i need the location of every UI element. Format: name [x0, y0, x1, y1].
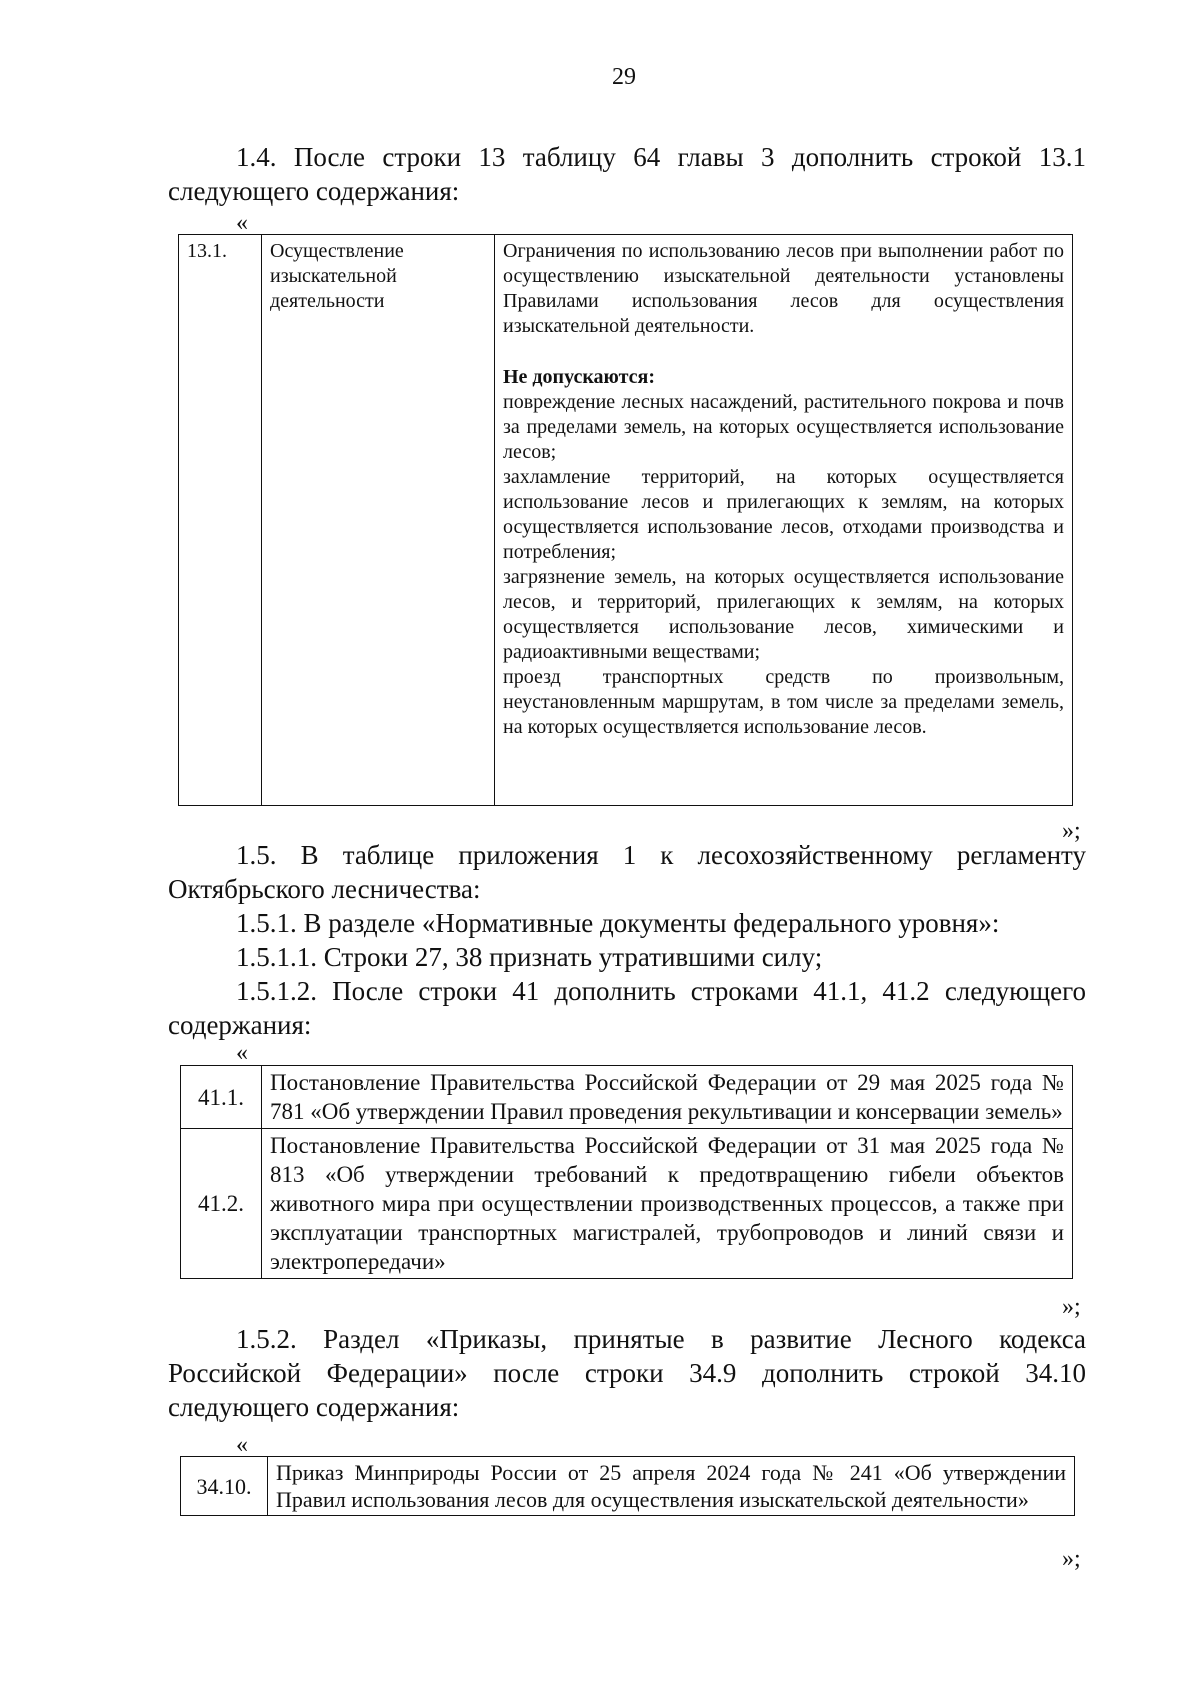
- restrictions-intro: Ограничения по использованию лесов при выполнении работ по осуществлению изыскательной деятельности установлены Правилами использования лесов для осуществления изыскательной деятельности.: [503, 240, 1064, 337]
- quote-open-2: «: [236, 1040, 248, 1066]
- table-row: [181, 1129, 1073, 1279]
- row-content: Приказ Минприроды России от 25 апреля 2024 года № 241 «Об утверждении Правил использования лесов для осуществления изыскательской деятельности»: [268, 1457, 1075, 1516]
- table-row: [179, 235, 1073, 806]
- row-number: 13.1.: [179, 235, 262, 806]
- row-title: Осуществление изыскательной деятельности: [262, 235, 495, 806]
- paragraph-1-4-text: 1.4. После строки 13 таблицу 64 главы 3 дополнить строкой 13.1 следующего содержания:: [168, 142, 1086, 206]
- not-allowed-item-2: захламление территорий, на которых осуществляется использование лесов и прилегающих к землям, на которых осуществляется использование лесов, отходами производства и потребления;: [503, 466, 1064, 563]
- row-number: 41.2.: [181, 1129, 262, 1279]
- paragraph-1-4: [168, 140, 1086, 208]
- not-allowed-heading: Не допускаются:: [503, 366, 656, 388]
- quote-close-3: »;: [1062, 1546, 1081, 1572]
- quote-open-1: «: [236, 210, 248, 236]
- row-content: Постановление Правительства Российской Федерации от 29 мая 2025 года № 781 «Об утверждении Правил проведения рекультивации и консервации земель»: [262, 1066, 1073, 1129]
- paragraph-1-5-1: [168, 906, 1086, 940]
- page-number: 29: [612, 64, 636, 90]
- table-federal-documents: [180, 1065, 1073, 1279]
- not-allowed-item-3: загрязнение земель, на которых осуществляется использование лесов, и территорий, прилегающих к землям, на которых осуществляется использование лесов, химическими и радиоактивными веществами;: [503, 566, 1064, 663]
- paragraph-1-5: [168, 838, 1086, 906]
- quote-close-2: »;: [1062, 1294, 1081, 1320]
- paragraph-1-5-text: 1.5. В таблице приложения 1 к лесохозяйственному регламенту Октябрьского лесничества:: [168, 840, 1086, 904]
- table-row: [181, 1066, 1073, 1129]
- quote-close-1: »;: [1062, 818, 1081, 844]
- quote-open-3: «: [236, 1432, 248, 1458]
- not-allowed-item-1: повреждение лесных насаждений, растительного покрова и почв за пределами земель, на которых осуществляется использование лесов;: [503, 391, 1064, 463]
- paragraph-1-5-1-2-text: 1.5.1.2. После строки 41 дополнить строками 41.1, 41.2 следующего содержания:: [168, 976, 1086, 1040]
- row-content: [495, 235, 1073, 806]
- paragraph-1-5-2-text: 1.5.2. Раздел «Приказы, принятые в развитие Лесного кодекса Российской Федерации» после строки 34.9 дополнить строкой 34.10 следующего содержания:: [168, 1324, 1086, 1422]
- paragraph-1-5-1-1-text: 1.5.1.1. Строки 27, 38 признать утратившими силу;: [236, 942, 823, 972]
- paragraph-1-5-1-2: [168, 974, 1086, 1042]
- paragraph-1-5-1-1: [168, 940, 1086, 974]
- table-row-13-1: [178, 234, 1073, 806]
- row-content: Постановление Правительства Российской Федерации от 31 мая 2025 года № 813 «Об утверждении требований к предотвращению гибели объектов животного мира при осуществлении производственных процессов, а также при эксплуатации транспортных магистралей, трубопроводов и линий связи и электропередачи»: [262, 1129, 1073, 1279]
- not-allowed-item-4: проезд транспортных средств по произвольным, неустановленным маршрутам, в том числе за пределами земель, на которых осуществляется использование лесов.: [503, 666, 1064, 738]
- table-row: [181, 1457, 1075, 1516]
- row-number: 41.1.: [181, 1066, 262, 1129]
- table-orders: [180, 1456, 1075, 1516]
- paragraph-1-5-2: [168, 1322, 1086, 1424]
- paragraph-1-5-1-text: 1.5.1. В разделе «Нормативные документы федерального уровня»:: [236, 908, 1000, 938]
- row-number: 34.10.: [181, 1457, 268, 1516]
